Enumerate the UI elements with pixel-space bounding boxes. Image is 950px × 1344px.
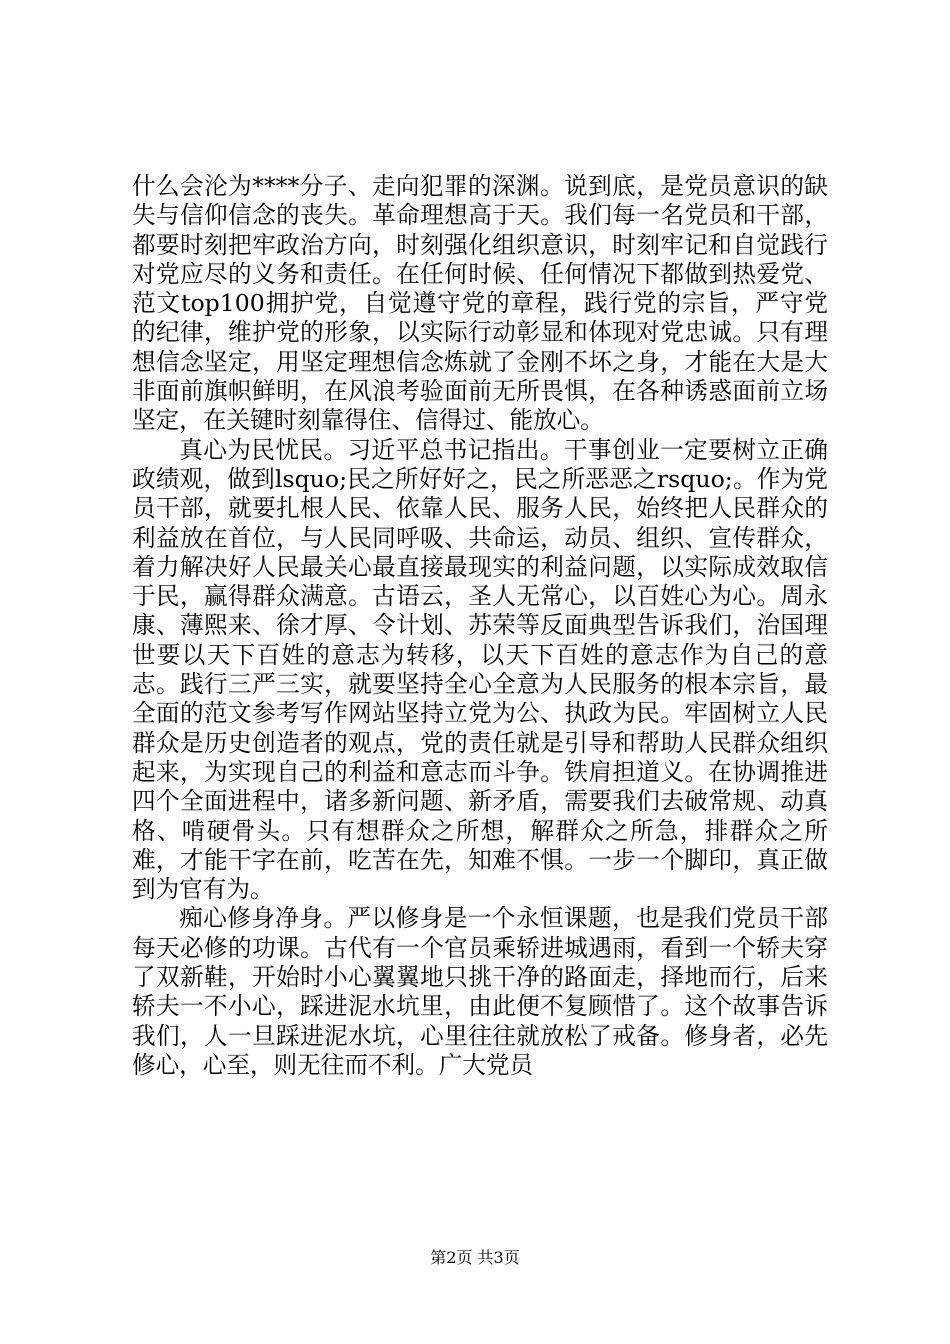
paragraph-2: 真心为民忧民。习近平总书记指出。干事创业一定要树立正确政绩观，做到lsquo;民之所好好之，民之所恶恶之rsquo;。作为党员干部，就要扎根人民、依靠人民、服务人民，始终把人民群众的利益放在首位，与人民同呼吸、共命运，动员、组织、宣传群众，着力解决好人民最关心最直接最现实的利益问题，以实际成效取信于民，赢得群众满意。古语云，圣人无常心，以百姓心为心。周永康、薄熙来、徐才厚、令计划、苏荣等反面典型告诉我们，治国理世要以天下百姓的意志为转移，以天下百姓的意志作为自己的意志。践行三严三实，就要坚持全心全意为人民服务的根本宗旨，最全面的范文参考写作网站坚持立党为公、执政为民。牢固树立人民群众是历史创造者的观点，党的责任就是引导和帮助人民群众组织起来，为实现自己的利益和意志而斗争。铁肩担道义。在协调推进四个全面进程中，诸多新问题、新矛盾，需要我们去破常规、动真格、啃硬骨头。只有想群众之所想，解群众之所急，排群众之所难，才能干字在前，吃苦在先，知难不惧。一步一个脚印，真正做到为官有为。 [132,435,828,904]
document-body [132,172,828,1080]
page-footer: 第2页 共3页 [430,1248,520,1267]
paragraph-1: 什么会沦为****分子、走向犯罪的深渊。说到底，是党员意识的缺失与信仰信念的丧失。革命理想高于天。我们每一名党员和干部，都要时刻把牢政治方向，时刻强化组织意识，时刻牢记和自觉践行对党应尽的义务和责任。在任何时候、任何情况下都做到热爱党、范文top100拥护党，自觉遵守党的章程，践行党的宗旨，严守党的纪律，维护党的形象，以实际行动彰显和体现对党忠诚。只有理想信念坚定，用坚定理想信念炼就了金刚不坏之身，才能在大是大非面前旗帜鲜明，在风浪考验面前无所畏惧，在各种诱惑面前立场坚定，在关键时刻靠得住、信得过、能放心。 [132,172,828,435]
paragraph-3: 痴心修身净身。严以修身是一个永恒课题，也是我们党员干部每天必修的功课。古代有一个官员乘轿进城遇雨，看到一个轿夫穿了双新鞋，开始时小心翼翼地只挑干净的路面走，择地而行，后来轿夫一不小心，踩进泥水坑里，由此便不复顾惜了。这个故事告诉我们，人一旦踩进泥水坑，心里往往就放松了戒备。修身者，必先修心，心至，则无往而不利。广大党员 [132,904,828,1079]
